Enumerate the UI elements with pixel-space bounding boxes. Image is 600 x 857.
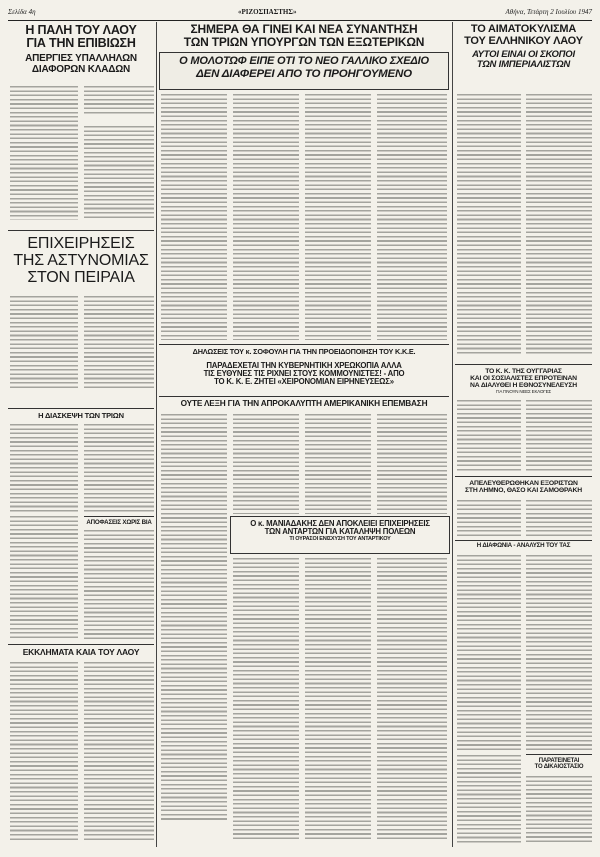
molotov-banner [159, 52, 449, 90]
column-rule [452, 22, 453, 847]
headline-maniadakis-b: ΤΩΝ ΑΝΤΑΡΤΩΝ ΓΙΑ ΚΑΤΑΛΗΨΗ ΠΟΛΕΩΝ [264, 527, 416, 537]
article-body [457, 500, 521, 536]
article-body [233, 558, 299, 842]
article-body [10, 424, 78, 512]
article-body [84, 530, 154, 640]
left-column [8, 24, 154, 75]
headline-struggle-a: Η ΠΑΛΗ ΤΟΥ ΛΑΟΥ [25, 23, 137, 37]
headline-sofoulis: ΔΗΛΩΣΕΙΣ ΤΟΥ κ. ΣΟΦΟΥΛΗ ΓΙΑ ΤΗΝ ΠΡΟΕΙΔΟΠΟΙΗΣΗ ΤΟΥ Κ.Κ.Ε. [192, 347, 416, 356]
article-body [457, 755, 521, 843]
headline-bloodshed-b: ΤΟΥ ΕΛΛΗΝΙΚΟΥ ΛΑΟΥ [464, 34, 583, 47]
exiles-headline [455, 480, 592, 494]
article-body [305, 558, 371, 842]
article-body [10, 86, 78, 220]
headline-bankruptcy-c: ΤΟ Κ. Κ. Ε. ΖΗΤΕΙ «ΧΕΙΡΟΝΟΜΙΑΝ ΕΙΡΗΝΕΥΣΕΩΣ» [214, 377, 394, 387]
subheading [84, 119, 154, 123]
section-rule [84, 516, 154, 517]
section-rule [8, 644, 154, 645]
column-rule [156, 22, 157, 847]
article-body [377, 558, 447, 842]
section-rule [455, 540, 592, 541]
article-body [526, 400, 592, 472]
headline-appeals: ΕΚΚΛΗΜΑΤΑ ΚΑΙΑ ΤΟΥ ΛΑΟΥ [22, 647, 140, 657]
section-rule [455, 364, 592, 365]
headline-bankruptcy-a: ΠΑΡΑΔΕΧΕΤΑΙ ΤΗΝ ΚΥΒΕΡΝΗΤΙΚΗ ΧΡΕΩΚΟΠΙΑ ΑΛΛΑ [206, 361, 402, 370]
article-body [457, 400, 521, 472]
article-body [84, 86, 154, 116]
issue-date: Αθήνα, Τετάρτη 2 Ιουλίου 1947 [505, 8, 592, 16]
section-rule [159, 396, 449, 397]
article-body [84, 296, 154, 388]
masthead [8, 6, 592, 21]
article-body [526, 555, 592, 751]
article-body [305, 414, 371, 514]
right-top-headline [455, 24, 592, 70]
headline-aims-a: ΑΥΤΟΙ ΕΙΝΑΙ ΟΙ ΣΚΟΠΟΙ [472, 49, 575, 61]
section-rule [526, 754, 592, 755]
headline-decisions: ΑΠΟΦΑΣΕΙΣ ΧΩΡΙΣ ΒΙΑ [86, 519, 152, 526]
headline-american: ΟΥΤΕ ΛΕΞΗ ΓΙΑ ΤΗΝ ΑΠΡΟΚΑΛΥΠΤΗ ΑΜΕΡΙΚΑΝΙΚΗ ΕΠΕΜΒΑΣΗ [180, 398, 428, 408]
headline-police-c: ΣΤΟΝ ΠΕΙΡΑΙΑ [27, 268, 135, 286]
headline-court-a: ΠΑΡΑΤΕΙΝΕΤΑΙ [538, 758, 580, 764]
headline-bloodshed-a: ΤΟ ΑΙΜΑΤΟΚΥΛΙΣΜΑ [470, 23, 577, 35]
article-body [84, 424, 154, 512]
article-body [377, 414, 447, 514]
article-body [526, 500, 592, 536]
headline-tas: Η ΔΙΑΦΩΝΙΑ - ΑΝΑΛΥΣΗ ΤΟΥ ΤΑΣ [476, 542, 571, 549]
headline-meeting-a: ΣΗΜΕΡΑ ΘΑ ΓΙΝΕΙ ΚΑΙ ΝΕΑ ΣΥΝΑΝΤΗΣΗ [190, 22, 418, 36]
section-rule [8, 230, 154, 231]
headline-struggle-b: ΓΙΑ ΤΗΝ ΕΠΙΒΙΩΣΗ [26, 36, 136, 51]
article-body [377, 94, 447, 340]
article-body [233, 94, 299, 340]
article-body [161, 94, 227, 340]
article-body [305, 94, 371, 340]
center-top-headline [159, 23, 449, 48]
headline-strikes-a: ΑΠΕΡΓΙΕΣ ΥΠΑΛΛΗΛΩΝ [25, 53, 137, 65]
court-headline [526, 758, 592, 771]
headline-hungary-d: ΓΙΑ ΓΙΝΟΥΝ ΝΕΕΣ ΕΚΛΟΓΕΣ [496, 389, 551, 395]
headline-bankruptcy-b: ΤΙΣ ΕΥΘΥΝΕΣ ΤΙΣ ΡΙΧΝΕΙ ΣΤΟΥΣ ΚΟΜΜΟΥΝΙΣΤΕΣ! - ΑΠΟ [203, 369, 405, 379]
article-body [10, 516, 78, 640]
page-number: Σελίδα 4η [8, 8, 36, 16]
article-body [233, 414, 299, 514]
headline-hungary-a: ΤΟ Κ. Κ. ΤΗΣ ΟΥΓΓΑΡΙΑΣ [485, 368, 562, 375]
section-rule [8, 408, 154, 409]
headline-exiles-b: ΣΤΗ ΛΗΜΝΟ, ΘΑΣΟ ΚΑΙ ΣΑΜΟΘΡΑΚΗ [465, 487, 582, 495]
article-body [457, 94, 521, 356]
article-body [10, 296, 78, 388]
section-rule [159, 344, 449, 345]
headline-aims-b: ΤΩΝ ΙΜΠΕΡΙΑΛΙΣΤΩΝ [476, 59, 571, 71]
headline-strikes-b: ΔΙΑΦΟΡΩΝ ΚΛΑΔΩΝ [31, 63, 131, 75]
headline-maniadakis-a: Ο κ. ΜΑΝΙΑΔΑΚΗΣ ΔΕΝ ΑΠΟΚΛΕΙΕΙ ΕΠΙΧΕΙΡΗΣΕΙΣ [250, 519, 430, 528]
headline-police-a: ΕΠΙΧΕΙΡΗΣΕΙΣ [27, 235, 135, 252]
police-headline-block [8, 236, 154, 286]
center-mid-headline [159, 362, 449, 387]
headline-court-b: ΤΟ ΔΙΚΑΙΟΣΤΑΣΙΟ [534, 764, 584, 771]
article-body [526, 94, 592, 356]
newspaper-page [8, 6, 592, 851]
headline-meeting-b: ΤΩΝ ΤΡΙΩΝ ΥΠΟΥΡΓΩΝ ΤΩΝ ΕΞΩΤΕΡΙΚΩΝ [183, 34, 425, 49]
article-body [457, 555, 521, 751]
section-rule [455, 476, 592, 477]
headline-maniadakis-c: ΤΙ ΟΥΡΑΣΟΙ ΕΝΙΣΧΥΣΗ ΤΟΥ ΑΝΤΑΡΤΙΚΟΥ [289, 536, 391, 543]
headline-hungary-b: ΚΑΙ ΟΙ ΣΟΣΙΑΛΙΣΤΕΣ ΕΠΡΟΤΕΙΝΑΝ [470, 375, 577, 383]
headline-police-b: ΤΗΣ ΑΣΤΥΝΟΜΙΑΣ [13, 251, 149, 269]
headline-conference: Η ΔΙΑΣΚΕΨΗ ΤΩΝ ΤΡΙΩΝ [38, 411, 124, 420]
headline-hungary-c: ΝΑ ΔΙΑΛΥΘΕΙ Η ΕΘΝΟΣΥΝΕΛΕΥΣΗ [470, 382, 577, 390]
paper-name: «ΡΙΖΟΣΠΑΣΤΗΣ» [238, 8, 297, 16]
article-body [161, 414, 227, 822]
hungary-headline [455, 368, 592, 395]
article-body [10, 662, 78, 842]
headline-exiles-a: ΑΠΕΛΕΥΘΕΡΩΘΗΚΑΝ ΕΞΟΡΙΣΤΩΝ [469, 480, 578, 487]
maniadakis-box [230, 516, 450, 554]
headline-molotov-a: Ο ΜΟΛΟΤΩΦ ΕΙΠΕ ΟΤΙ ΤΟ ΝΕΟ ΓΑΛΛΙΚΟ ΣΧΕΔΙΟ [179, 55, 429, 67]
article-body [84, 126, 154, 220]
headline-molotov-b: ΔΕΝ ΔΙΑΦΕΡΕΙ ΑΠΟ ΤΟ ΠΡΟΗΓΟΥΜΕΝΟ [196, 67, 412, 80]
article-body [526, 776, 592, 843]
article-body [84, 662, 154, 842]
